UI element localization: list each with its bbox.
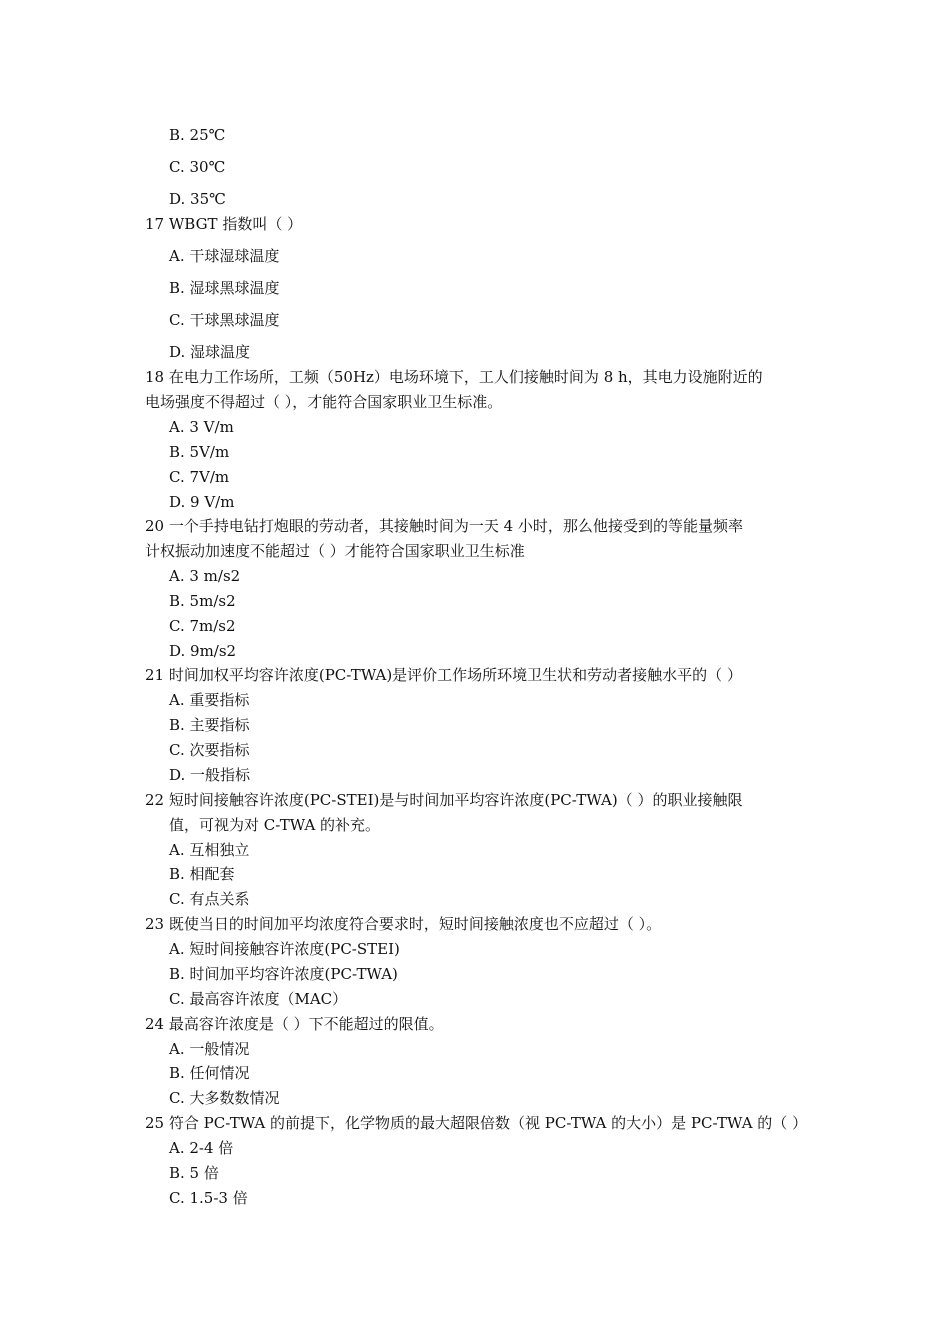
question-line: 25 符合 PC-TWA 的前提下，化学物质的最大超限倍数（视 PC-TWA 的大小）是 PC-TWA 的（ ） <box>145 1114 808 1132</box>
option-line: C. 大多数数情况 <box>169 1089 280 1107</box>
question-line: 23 既使当日的时间加平均浓度符合要求时，短时间接触浓度也不应超过（ ）。 <box>145 915 662 933</box>
question-line: 计权振动加速度不能超过（ ）才能符合国家职业卫生标准 <box>145 542 525 560</box>
question-line: 24 最高容许浓度是（ ）下不能超过的限值。 <box>145 1015 444 1033</box>
option-line: A. 干球湿球温度 <box>169 247 280 265</box>
option-line: C. 干球黑球温度 <box>169 311 280 329</box>
question-line: 20 一个手持电钻打炮眼的劳动者，其接触时间为一天 4 小时，那么他接受到的等能量频率 <box>145 517 743 535</box>
option-line: B. 25℃ <box>169 126 226 144</box>
option-line: D. 35℃ <box>169 190 226 208</box>
option-line: C. 7m/s2 <box>169 617 236 635</box>
option-line: D. 9m/s2 <box>169 642 237 660</box>
option-line: D. 9 V/m <box>169 493 235 511</box>
option-line: A. 短时间接触容许浓度(PC-STEI) <box>169 940 400 958</box>
option-line: C. 1.5-3 倍 <box>169 1189 248 1207</box>
option-line: B. 5m/s2 <box>169 592 236 610</box>
option-line: D. 湿球温度 <box>169 343 251 361</box>
option-line: A. 一般情况 <box>169 1040 250 1058</box>
option-line: B. 相配套 <box>169 865 235 883</box>
option-line: B. 任何情况 <box>169 1064 250 1082</box>
question-line: 17 WBGT 指数叫（ ） <box>145 215 303 233</box>
question-line: 21 时间加权平均容许浓度(PC-TWA)是评价工作场所环境卫生状和劳动者接触水平的（ ） <box>145 666 742 684</box>
option-line: A. 3 V/m <box>169 418 234 436</box>
option-line: A. 2-4 倍 <box>169 1139 234 1157</box>
option-line: B. 时间加平均容许浓度(PC-TWA) <box>169 965 398 983</box>
option-line: C. 最高容许浓度（MAC） <box>169 990 348 1008</box>
option-line: A. 重要指标 <box>169 691 250 709</box>
option-line: B. 5V/m <box>169 443 230 461</box>
question-line: 18 在电力工作场所，工频（50Hz）电场环境下，工人们接触时间为 8 h，其电力设施附近的 <box>145 368 763 386</box>
option-line: B. 湿球黑球温度 <box>169 279 280 297</box>
question-line: 22 短时间接触容许浓度(PC-STEI)是与时间加平均容许浓度(PC-TWA)（ ）的职业接触限 <box>145 791 743 809</box>
option-line: C. 30℃ <box>169 158 226 176</box>
option-line: A. 互相独立 <box>169 841 250 859</box>
question-continuation-line: 值，可视为对 C-TWA 的补充。 <box>169 816 381 834</box>
option-line: D. 一般指标 <box>169 766 251 784</box>
option-line: A. 3 m/s2 <box>169 567 241 585</box>
option-line: B. 5 倍 <box>169 1164 219 1182</box>
option-line: C. 有点关系 <box>169 890 250 908</box>
question-line: 电场强度不得超过（ ），才能符合国家职业卫生标准。 <box>145 393 503 411</box>
option-line: C. 次要指标 <box>169 741 250 759</box>
option-line: C. 7V/m <box>169 468 230 486</box>
option-line: B. 主要指标 <box>169 716 250 734</box>
